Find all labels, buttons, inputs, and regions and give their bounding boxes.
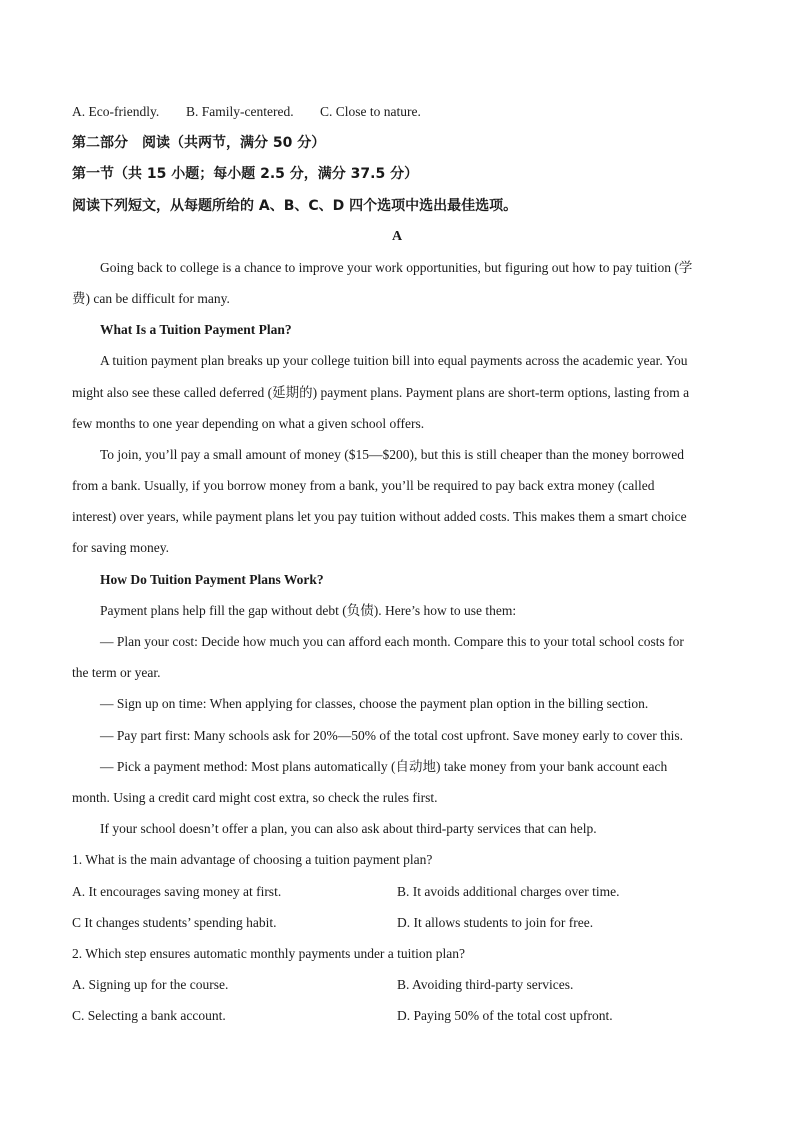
question-1-option-b: B. It avoids additional charges over time. [397, 884, 620, 899]
paragraph-2-line-3: few months to one year depending on what a given school offers. [72, 416, 425, 431]
paragraph-3-line-2: from a bank. Usually, if you borrow money from a bank, you’ll be required to pay back extra money (called [72, 478, 655, 493]
question-2-option-d: D. Paying 50% of the total cost upfront. [397, 1008, 613, 1023]
step-4-line-2: month. Using a credit card might cost extra, so check the rules first. [72, 790, 438, 805]
passage-label: A [391, 229, 403, 244]
option-c: C. Close to nature. [320, 104, 421, 119]
step-4-line-1: — Pick a payment method: Most plans automatically (自动地) take money from your bank account each [100, 759, 668, 774]
step-1-line-2: the term or year. [72, 665, 161, 680]
option-b: B. Family-centered. [186, 104, 294, 119]
question-1-stem: 1. What is the main advantage of choosing a tuition payment plan? [72, 852, 433, 867]
paragraph-3-line-4: for saving money. [72, 540, 169, 555]
step-1-line-1: — Plan your cost: Decide how much you can afford each month. Compare this to your total school costs for [100, 634, 684, 649]
paragraph-1-line-2: 费) can be difficult for many. [72, 291, 230, 306]
question-1-option-a: A. It encourages saving money at first. [72, 884, 282, 899]
question-2-option-a: A. Signing up for the course. [72, 977, 229, 992]
question-2-option-b: B. Avoiding third-party services. [397, 977, 574, 992]
paragraph-1-line-1: Going back to college is a chance to improve your work opportunities, but figuring out how to pay tuition (学 [100, 260, 693, 275]
question-1-option-d: D. It allows students to join for free. [397, 915, 594, 930]
question-2-stem: 2. Which step ensures automatic monthly payments under a tuition plan? [72, 946, 466, 961]
option-a: A. Eco-friendly. [72, 104, 160, 119]
question-2-option-c: C. Selecting a bank account. [72, 1008, 226, 1023]
paragraph-2-line-2: might also see these called deferred (延期的) payment plans. Payment plans are short-term options, lasting from a [72, 385, 690, 400]
subheading-how-work: How Do Tuition Payment Plans Work? [100, 572, 324, 587]
question-1-option-c: C It changes students’ spending habit. [72, 915, 277, 930]
instruction: 阅读下列短文，从每题所给的 A、B、C、D 四个选项中选出最佳选项。 [72, 198, 518, 214]
paragraph-4: Payment plans help fill the gap without debt (负债). Here’s how to use them: [100, 603, 517, 618]
paragraph-2-line-1: A tuition payment plan breaks up your college tuition bill into equal payments across the academic year. You [100, 353, 688, 368]
step-2: — Sign up on time: When applying for classes, choose the payment plan option in the billing section. [100, 696, 649, 711]
part-two-heading: 第二部分 阅读（共两节，满分 50 分） [72, 135, 326, 151]
paragraph-3-line-3: interest) over years, while payment plans let you pay tuition without added costs. This makes them a smart choice [72, 509, 687, 524]
subheading-what-is: What Is a Tuition Payment Plan? [100, 322, 292, 337]
step-3: — Pay part first: Many schools ask for 20%—50% of the total cost upfront. Save money early to cover this. [100, 728, 684, 743]
section-one-heading: 第一节（共 15 小题；每小题 2.5 分，满分 37.5 分） [72, 166, 419, 182]
paragraph-5: If your school doesn’t offer a plan, you can also ask about third-party services that can help. [100, 821, 597, 836]
paragraph-3-line-1: To join, you’ll pay a small amount of money ($15—$200), but this is still cheaper than the money borrowed [100, 447, 684, 462]
